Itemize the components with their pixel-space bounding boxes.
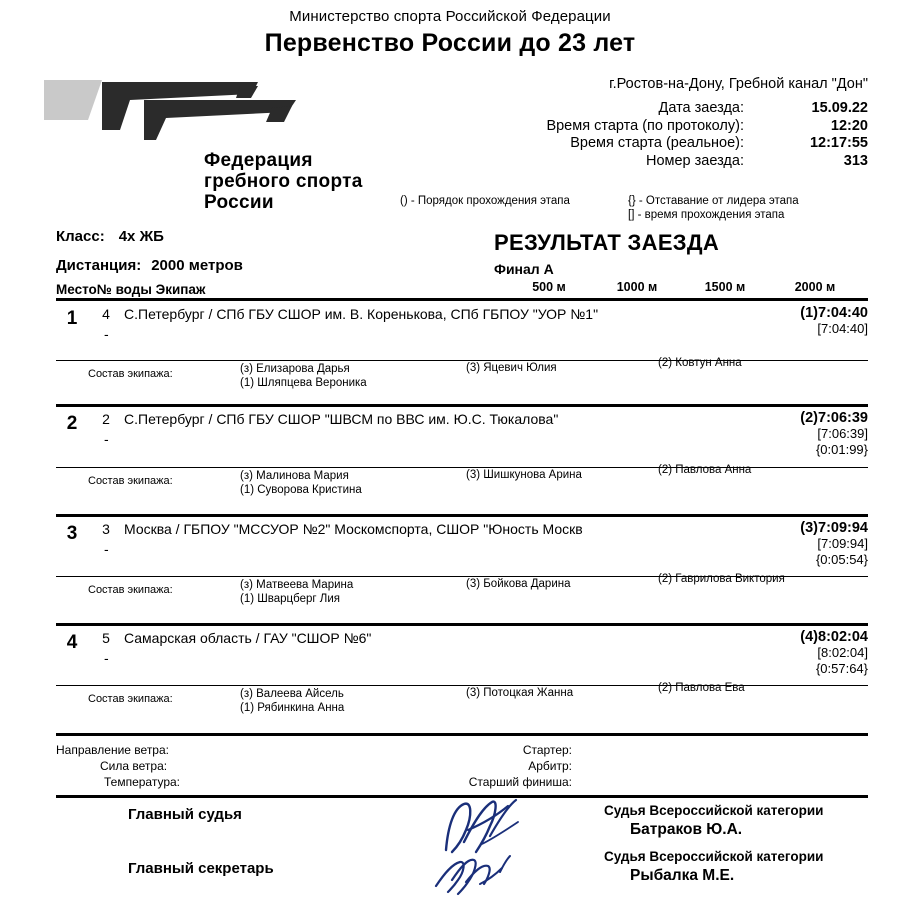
row-dash: - bbox=[104, 650, 109, 666]
crew-member: (3) Яцевич Юлия bbox=[466, 362, 557, 374]
starter-label: Стартер: bbox=[522, 743, 572, 757]
row-finish-time: 7:09:94 bbox=[818, 520, 868, 536]
row-finish-main bbox=[800, 519, 868, 536]
row-finish-main bbox=[800, 409, 868, 426]
federation-logo-text bbox=[204, 150, 363, 213]
row-rank: 1 bbox=[66, 308, 78, 329]
crew-member: (1) Шварцберг Лия bbox=[240, 593, 340, 605]
info-value-date: 15.09.22 bbox=[811, 100, 868, 116]
row-finish-block bbox=[800, 628, 868, 677]
split-header-500: 500 м bbox=[532, 280, 566, 294]
row-gap-time: {0:57:64} bbox=[815, 661, 868, 676]
crew-composition-label: Состав экипажа: bbox=[88, 693, 173, 705]
federation-logo bbox=[44, 78, 394, 218]
crew-column-2 bbox=[466, 577, 571, 591]
row-divider bbox=[56, 623, 868, 626]
chief-secretary-name: Рыбалка М.Е. bbox=[630, 867, 735, 884]
crew-member: (1) Рябинкина Анна bbox=[240, 702, 345, 714]
crew-member: (2) Павлова Анна bbox=[658, 464, 752, 476]
legend-gap-note: {} - Отставание от лидера этапа bbox=[628, 195, 799, 207]
crew-column-2 bbox=[466, 686, 573, 700]
chief-judge-role: Главный судья bbox=[128, 806, 242, 823]
boat-class bbox=[56, 228, 164, 245]
info-row-race-number bbox=[546, 153, 868, 171]
info-value-actual-start: 12:17:55 bbox=[809, 135, 868, 151]
wind-speed-label: Сила ветра: bbox=[100, 759, 168, 773]
finish-judge-label: Старший финиша: bbox=[468, 775, 572, 789]
row-split-time: [7:04:40] bbox=[817, 321, 868, 336]
crew-member: (з) Матвеева Марина bbox=[240, 579, 354, 591]
row-finish-order: (3) bbox=[800, 520, 819, 536]
row-finish-time: 7:04:40 bbox=[818, 305, 868, 321]
chief-judge-signature bbox=[438, 796, 548, 858]
row-crew-name: С.Петербург / СПб ГБУ СШОР "ШВСМ по ВВС им. Ю.С. Тюкалова" bbox=[124, 411, 559, 427]
signature-top-divider bbox=[56, 795, 868, 798]
row-dash: - bbox=[104, 431, 109, 447]
crew-column-2 bbox=[466, 361, 557, 375]
info-label-date: Дата заезда: bbox=[658, 100, 744, 116]
row-crew-name: Самарская область / ГАУ "СШОР №6" bbox=[124, 630, 372, 646]
race-distance-value: 2000 метров bbox=[151, 257, 243, 274]
chief-judge-name: Батраков Ю.А. bbox=[630, 821, 743, 838]
referee-label: Арбитр: bbox=[528, 759, 572, 773]
split-header-1500: 1500 м bbox=[704, 280, 746, 294]
row-rank: 2 bbox=[66, 413, 78, 434]
split-header-2000: 2000 м bbox=[794, 280, 836, 294]
info-row-scheduled-start bbox=[546, 118, 868, 136]
race-distance-label: Дистанция: bbox=[56, 257, 142, 274]
race-distance bbox=[56, 257, 243, 274]
row-finish-order: (2) bbox=[800, 410, 819, 426]
row-crew-name: С.Петербург / СПб ГБУ СШОР им. В. Коренькова, СПб ГБПОУ "УОР №1" bbox=[124, 306, 599, 322]
row-lane: 4 bbox=[102, 306, 110, 322]
row-lane: 5 bbox=[102, 630, 110, 646]
federation-logo-line-1: Федерация bbox=[204, 150, 313, 171]
row-divider bbox=[56, 514, 868, 517]
row-dash: - bbox=[104, 541, 109, 557]
crew-member: (2) Павлова Ева bbox=[658, 682, 745, 694]
rowing-federation-emblem-icon bbox=[44, 78, 344, 146]
crew-member: (3) Шишкунова Арина bbox=[466, 469, 582, 481]
chief-secretary-signature bbox=[430, 850, 540, 900]
championship-title: Первенство России до 23 лет bbox=[264, 29, 636, 57]
notation-legend bbox=[400, 194, 868, 222]
crew-member: (3) Бойкова Дарина bbox=[466, 578, 571, 590]
crew-column-1 bbox=[240, 362, 367, 390]
info-label-race-number: Номер заезда: bbox=[645, 152, 744, 169]
chief-judge-credential bbox=[604, 801, 823, 839]
legend-split-note: [] - время прохождения этапа bbox=[628, 209, 785, 221]
crew-column-3 bbox=[658, 572, 785, 586]
row-finish-order: (4) bbox=[800, 629, 819, 645]
crew-composition-label: Состав экипажа: bbox=[88, 584, 173, 596]
info-row-actual-start bbox=[546, 135, 868, 153]
row-lane: 2 bbox=[102, 411, 110, 427]
crew-column-3 bbox=[658, 463, 751, 477]
split-header-1000: 1000 м bbox=[616, 280, 658, 294]
legend-spacer bbox=[400, 208, 628, 222]
boat-class-value: 4х ЖБ bbox=[118, 228, 164, 245]
crew-composition-label: Состав экипажа: bbox=[88, 368, 173, 380]
boat-class-label: Класс: bbox=[56, 228, 105, 245]
row-gap-time: {0:05:54} bbox=[815, 552, 868, 567]
crew-member: (з) Валеева Айсель bbox=[240, 688, 344, 700]
crew-member: (3) Потоцкая Жанна bbox=[466, 687, 574, 699]
table-top-divider bbox=[56, 298, 868, 301]
row-rank: 3 bbox=[66, 523, 78, 544]
row-finish-time: 8:02:04 bbox=[818, 629, 868, 645]
crew-column-3 bbox=[658, 681, 745, 695]
table-header-left: Место№ воды Экипаж bbox=[56, 282, 206, 297]
chief-secretary-role: Главный секретарь bbox=[128, 860, 274, 877]
row-finish-block bbox=[800, 304, 868, 337]
row-lane: 3 bbox=[102, 521, 110, 537]
crew-member: (1) Суворова Кристина bbox=[240, 484, 362, 496]
info-value-scheduled-start: 12:20 bbox=[830, 117, 868, 134]
venue-location: г.Ростов-на-Дону, Гребной канал "Дон" bbox=[609, 76, 868, 92]
row-gap-time: {0:01:99} bbox=[815, 442, 868, 457]
row-rank: 4 bbox=[66, 632, 78, 653]
final-label: Финал А bbox=[494, 261, 554, 277]
row-divider bbox=[56, 404, 868, 407]
federation-logo-line-3: России bbox=[204, 192, 274, 213]
ministry-title: Министерство спорта Российской Федерации bbox=[289, 8, 611, 25]
chief-secretary-credential bbox=[604, 847, 823, 885]
row-split-time: [8:02:04] bbox=[817, 645, 868, 660]
row-finish-block bbox=[800, 519, 868, 568]
federation-logo-line-2: гребного спорта bbox=[204, 171, 363, 192]
legend-row-1 bbox=[400, 194, 868, 208]
row-split-time: [7:09:94] bbox=[817, 536, 868, 551]
info-label-scheduled-start: Время старта (по протоколу): bbox=[546, 117, 744, 134]
crew-column-2 bbox=[466, 468, 582, 482]
race-info-table bbox=[546, 100, 868, 170]
crew-member: (1) Шляпцева Вероника bbox=[240, 377, 367, 389]
row-finish-order: (1) bbox=[800, 305, 819, 321]
split-column-headers bbox=[516, 280, 866, 298]
chief-judge-category: Судья Всероссийской категории bbox=[604, 803, 824, 818]
info-label-actual-start: Время старта (реальное): bbox=[570, 135, 744, 151]
crew-column-1 bbox=[240, 578, 353, 606]
crew-composition-label: Состав экипажа: bbox=[88, 475, 173, 487]
row-finish-main bbox=[800, 304, 868, 321]
row-split-time: [7:06:39] bbox=[817, 426, 868, 441]
chief-secretary-category: Судья Всероссийской категории bbox=[604, 849, 824, 864]
row-finish-time: 7:06:39 bbox=[818, 410, 868, 426]
result-heading: РЕЗУЛЬТАТ ЗАЕЗДА bbox=[494, 230, 720, 255]
row-crew-name: Москва / ГБПОУ "МССУОР №2" Москомспорта, СШОР "Юность Москв bbox=[124, 521, 583, 537]
legend-row-2 bbox=[400, 208, 868, 222]
conditions-top-divider bbox=[56, 733, 868, 736]
crew-member: (2) Ковтун Анна bbox=[658, 357, 742, 369]
crew-member: (з) Малинова Мария bbox=[240, 470, 349, 482]
crew-divider bbox=[56, 685, 868, 686]
crew-divider bbox=[56, 360, 868, 361]
info-value-race-number: 313 bbox=[843, 152, 868, 169]
row-dash: - bbox=[104, 326, 109, 342]
row-finish-block bbox=[800, 409, 868, 458]
crew-column-1 bbox=[240, 469, 362, 497]
legend-order-note: () - Порядок прохождения этапа bbox=[400, 195, 570, 207]
wind-direction-label: Направление ветра: bbox=[56, 743, 169, 757]
crew-member: (2) Гаврилова Виктория bbox=[658, 573, 785, 585]
crew-column-3 bbox=[658, 356, 742, 370]
info-row-date bbox=[546, 100, 868, 118]
crew-member: (з) Елизарова Дарья bbox=[240, 363, 350, 375]
temperature-label: Температура: bbox=[104, 775, 181, 789]
row-finish-main bbox=[800, 628, 868, 645]
crew-column-1 bbox=[240, 687, 344, 715]
